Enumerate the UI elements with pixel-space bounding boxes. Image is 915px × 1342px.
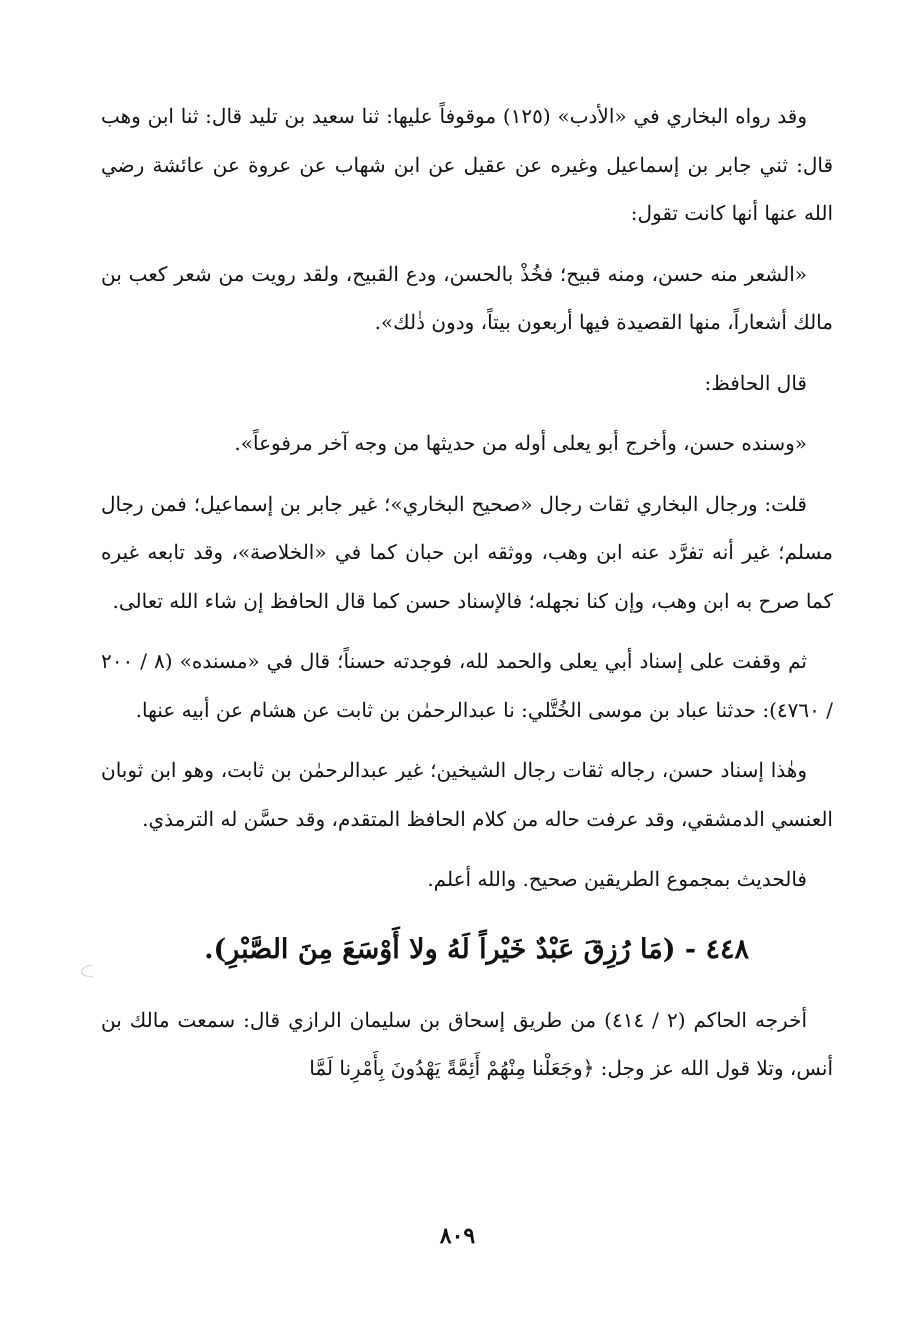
paragraph-conclusion: فالحديث بمجموع الطريقين صحيح. والله أعلم. [427, 867, 807, 891]
paragraph-abu-yala: ثم وقفت على إسناد أبي يعلى والحمد لله، فوجدته حسناً؛ قال في «مسنده» (٨ / ٢٠٠ / ٤٧٦٠): حدثنا عباد بن موسى الخُتَّلي: نا عبدالرحمٰن بن ثابت عن هشام عن أبيه عنها. [101, 649, 833, 722]
paragraph-hafiz-quote: «وسنده حسن، وأخرج أبو يعلى أوله من حديثها من وجه آخر مرفوعاً». [234, 431, 807, 455]
margin-smudge-icon [74, 962, 96, 980]
paragraph-hakim: أخرجه الحاكم (٢ / ٤١٤) من طريق إسحاق بن سليمان الرازي قال: سمعت مالك بن أنس، وتلا قول الله عز وجل: ﴿وجَعَلْنا مِنْهُمْ أَئِمَّةً يَهْدُونَ بِأَمْرِنا لَمَّا [101, 1007, 833, 1080]
paragraph-aisha-quote: «الشعر منه حسن، ومنه قبيح؛ فخُذْ بالحسن، ودع القبيح، ولقد رويت من شعر كعب بن مالك أشعاراً، منها القصيدة فيها أربعون بيتاً، ودون ذٰلك». [101, 261, 833, 334]
paragraph-hafiz-said: قال الحافظ: [704, 370, 807, 395]
paragraph-isnad-hasan: وهٰذا إسناد حسن، رجاله ثقات رجال الشيخين؛ غير عبدالرحمٰن بن ثابت، وهو ابن ثوبان العنسي الدمشقي، وقد عرفت حاله من كلام الحافظ المتقدم، وقد حسَّن له الترمذي. [101, 758, 833, 831]
paragraph-narrators: قلت: ورجال البخاري ثقات رجال «صحيح البخاري»؛ غير جابر بن إسماعيل؛ فمن رجال مسلم؛ غير أنه تفرَّد عنه ابن وهب، ووثقه ابن حبان كما في «الخلاصة»، وقد تابعه غيره كما صرح به ابن وهب، وإن كنا نجهله؛ فالإسناد حسن كما قال الحافظ إن شاء الله تعالى. [101, 491, 833, 613]
paragraph-bukhari-adab: وقد رواه البخاري في «الأدب» (١٢٥) موقوفاً عليها: ثنا سعيد بن تليد قال: ثنا ابن وهب قال: ثني جابر بن إسماعيل وغيره عن عقيل عن ابن شهاب عن عروة عن عائشة رضي الله عنها أنها كانت تقول: [101, 104, 834, 225]
page-body [101, 92, 833, 1105]
hadith-heading: ٤٤٨ - (مَا رُزِقَ عَبْدٌ خَيْراً لَهُ ولا أَوْسَعَ مِنَ الصَّبْرِ). [204, 933, 749, 965]
page-number: ٨٠٩ [439, 1223, 476, 1249]
